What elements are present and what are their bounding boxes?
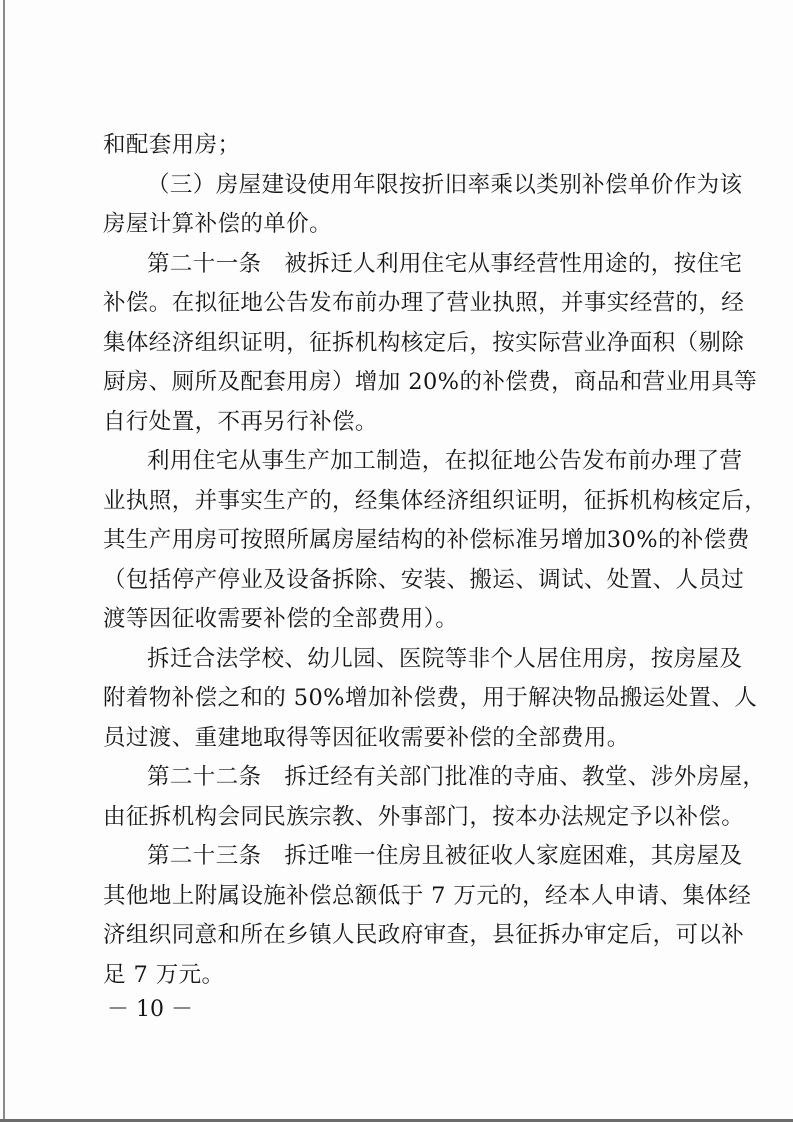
text-line: 第二十二条 拆迁经有关部门批准的寺庙、教堂、涉外房屋， xyxy=(147,764,766,790)
text-line: 由征拆机构会同民族宗教、外事部门，按本办法规定予以补偿。 xyxy=(103,803,745,830)
text-line: 第二十三条 拆迁唯一住房且被征收人家庭困难，其房屋及 xyxy=(147,843,743,869)
paragraph xyxy=(103,640,758,759)
document-body xyxy=(103,126,768,995)
text-line: 和配套用房； xyxy=(103,132,241,158)
text-line: 其生产用房可按照所属房屋结构的补偿标准另增加30%的补偿费 xyxy=(103,527,750,553)
text-line: 业执照，并事实生产的，经集体经济组织证明，征拆机构核定后， xyxy=(103,487,768,514)
page-number-text: － 10 － xyxy=(107,997,193,1022)
text-line: 房屋计算补偿的单价。 xyxy=(103,211,333,237)
text-line: 厨房、厕所及配套用房）增加 20%的补偿费，商品和营业用具等 xyxy=(103,369,758,395)
text-line: 员过渡、重建地取得等因征收需要补偿的全部费用。 xyxy=(103,724,630,751)
page-number xyxy=(0,992,300,1023)
text-line: 其他地上附属设施补偿总额低于 7 万元的，经本人申请、集体经 xyxy=(103,882,752,909)
text-line: 附着物补偿之和的 50%增加补偿费，用于解决物品搬运处置、人 xyxy=(103,685,758,711)
paragraph xyxy=(103,837,752,995)
paragraph xyxy=(103,442,768,640)
text-line: 第二十一条 被拆迁人利用住宅从事经营性用途的，按住宅 xyxy=(147,250,743,277)
text-line: 足 7 万元。 xyxy=(103,961,225,988)
text-line: 利用住宅从事生产加工制造，在拟征地公告发布前办理了营 xyxy=(147,448,743,474)
paragraph xyxy=(103,126,703,166)
text-line: 济组织同意和所在乡镇人民政府审查，县征拆办审定后，可以补 xyxy=(103,922,745,948)
scan-border-left xyxy=(3,0,5,1122)
text-line: 自行处置，不再另行补偿。 xyxy=(103,408,378,435)
paragraph xyxy=(103,166,743,245)
text-line: 拆迁合法学校、幼儿园、医院等非个人居住用房，按房屋及 xyxy=(147,645,743,672)
text-line: 集体经济组织证明，征拆机构核定后，按实际营业净面积（剔除 xyxy=(103,329,745,356)
text-line: （三）房屋建设使用年限按折旧率乘以类别补偿单价作为该 xyxy=(147,171,743,198)
text-line: 渡等因征收需要补偿的全部费用）。 xyxy=(103,606,459,632)
paragraph xyxy=(103,245,758,443)
text-line: 补偿。在拟征地公告发布前办理了营业执照，并事实经营的，经 xyxy=(103,290,745,316)
paragraph xyxy=(103,758,766,837)
text-line: （包括停产停业及设备拆除、安装、搬运、调试、处置、人员过 xyxy=(103,566,745,593)
